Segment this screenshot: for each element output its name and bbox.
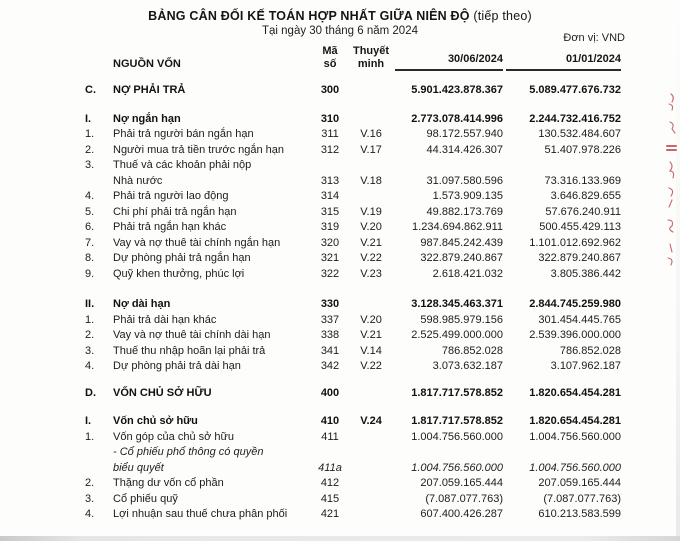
- scan-edge-shadow: [676, 0, 680, 541]
- row-num: 2.: [85, 477, 95, 489]
- row-value-prior: 3.646.829.655: [550, 190, 621, 202]
- row-value-prior: 610.213.583.599: [538, 508, 621, 520]
- row-note: V.22: [360, 252, 382, 264]
- row-code: 313: [320, 174, 340, 187]
- row-code: 320: [320, 236, 340, 249]
- page-subtitle: Tại ngày 30 tháng 6 năm 2024: [261, 25, 418, 37]
- row-note: [347, 386, 395, 402]
- row-value-prior: 73.316.133.969: [544, 174, 621, 187]
- row-note: [347, 430, 395, 446]
- row-value-prior: 500.455.429.113: [539, 221, 621, 233]
- row-num: 9.: [85, 267, 95, 280]
- row-label: biểu quyết: [113, 461, 164, 474]
- row-label: Cổ phiếu quỹ: [113, 492, 178, 505]
- row-value-current: 2.618.421.032: [432, 267, 503, 280]
- row-num: 4.: [85, 190, 95, 202]
- row-note: [347, 83, 395, 99]
- row-label: Thuế và các khoản phải nộp: [113, 159, 252, 171]
- row-note: V.20: [360, 313, 382, 326]
- row-value-prior: 2.244.732.416.752: [529, 112, 621, 125]
- table-row: [85, 189, 621, 205]
- row-note: V.21: [360, 236, 382, 249]
- row-note: V.21: [360, 329, 382, 341]
- row-value-current: 1.004.756.560.000: [411, 461, 503, 474]
- row-label: Nợ dài hạn: [113, 298, 171, 310]
- row-label: Thuế thu nhập hoãn lại phải trả: [113, 344, 266, 357]
- row-code: 319: [320, 221, 340, 233]
- row-note: V.17: [360, 143, 382, 156]
- table-row: [85, 492, 621, 508]
- row-num: 1.: [85, 430, 95, 443]
- row-label: Quỹ khen thưởng, phúc lợi: [113, 267, 245, 280]
- table-body: [85, 83, 621, 523]
- table-row: [85, 359, 621, 375]
- header-date-prior: 01/01/2024: [506, 53, 621, 71]
- row-label: NỢ PHẢI TRẢ: [113, 84, 186, 96]
- row-label: Nhà nước: [113, 174, 163, 187]
- row-label: Vay và nợ thuê tài chính ngắn hạn: [113, 236, 281, 249]
- row-value-current: 1.004.756.560.000: [411, 430, 503, 443]
- row-code: 300: [320, 84, 340, 96]
- row-num: 5.: [85, 205, 95, 218]
- header-nguon-von: NGUỒN VỐN: [113, 58, 181, 70]
- row-code: 322: [320, 267, 340, 280]
- row-note: V.14: [360, 344, 382, 357]
- row-value-prior: 207.059.165.444: [538, 477, 621, 489]
- row-label: Phải trả ngắn hạn khác: [113, 221, 227, 233]
- row-value-prior: 322.879.240.867: [538, 252, 621, 264]
- row-num: I.: [85, 415, 92, 427]
- row-value-current: 1.573.909.135: [432, 190, 503, 202]
- row-note: V.16: [360, 128, 382, 140]
- row-label: Phải trả người lao động: [113, 190, 229, 202]
- row-value-prior: (7.087.077.763): [543, 492, 621, 505]
- row-note: [347, 189, 395, 205]
- row-label: Vay và nợ thuê tài chính dài hạn: [113, 329, 271, 341]
- row-num: 6.: [85, 221, 95, 233]
- table-row: [85, 386, 621, 402]
- row-note: [347, 158, 395, 174]
- row-value-current: 44.314.426.307: [426, 143, 503, 156]
- row-value-current: 598.985.979.156: [420, 313, 503, 326]
- row-code: 421: [320, 508, 340, 520]
- row-code: [313, 158, 347, 174]
- row-label: Thặng dư vốn cổ phần: [113, 477, 224, 489]
- row-num: [85, 461, 113, 477]
- table-row: [85, 328, 621, 344]
- row-code: 341: [320, 344, 340, 357]
- table-row: [85, 127, 621, 143]
- row-value-current: (7.087.077.763): [425, 492, 503, 505]
- row-code: 315: [320, 205, 340, 218]
- row-label: Phải trả người bán ngắn hạn: [113, 128, 254, 140]
- row-code: 410: [320, 415, 340, 427]
- table-column-headers: [85, 45, 621, 71]
- table-row: [85, 251, 621, 267]
- row-label: VỐN CHỦ SỞ HỮU: [113, 386, 212, 399]
- row-note: [347, 507, 395, 523]
- row-num: 4.: [85, 360, 95, 372]
- row-note: [347, 297, 395, 313]
- table-row: [85, 344, 621, 360]
- row-num: II.: [85, 298, 95, 310]
- row-value-prior: 130.532.484.607: [538, 128, 621, 140]
- row-code: 411a: [318, 461, 342, 474]
- row-note: V.23: [360, 267, 382, 280]
- table-row: [85, 174, 621, 190]
- row-value-prior: [503, 445, 621, 461]
- row-code: 342: [320, 360, 340, 372]
- row-value-prior: 1.101.012.692.962: [529, 236, 621, 249]
- row-value-prior: 1.004.756.560.000: [529, 430, 621, 443]
- row-label: Người mua trả tiền trước ngắn hạn: [113, 143, 285, 156]
- table-row: [85, 236, 621, 252]
- row-code: 412: [320, 477, 340, 489]
- header-date-current: 30/06/2024: [395, 53, 503, 71]
- row-value-current: 607.400.426.287: [420, 508, 503, 520]
- row-num: C.: [85, 84, 96, 96]
- table-row: [85, 461, 621, 477]
- table-row: [85, 220, 621, 236]
- table-row: [85, 158, 621, 174]
- row-num: 7.: [85, 236, 95, 249]
- currency-unit-label: Đơn vị: VND: [563, 32, 625, 44]
- row-value-prior: 1.820.654.454.281: [529, 415, 621, 427]
- row-code: 337: [320, 313, 340, 326]
- row-code: 312: [320, 143, 340, 156]
- row-value-current: 1.817.717.578.852: [411, 415, 503, 427]
- row-code: 310: [320, 112, 340, 125]
- row-value-current: 207.059.165.444: [420, 477, 503, 489]
- row-value-current: 786.852.028: [441, 344, 503, 357]
- table-row: [85, 205, 621, 221]
- header-thuyet-minh: Thuyết minh: [352, 45, 390, 70]
- row-value-prior: 3.805.386.442: [550, 267, 621, 280]
- row-num: 1.: [85, 128, 95, 140]
- row-num: 2.: [85, 329, 95, 341]
- row-value-prior: 51.407.978.226: [544, 143, 621, 156]
- row-code: 400: [320, 386, 340, 399]
- row-num: 1.: [85, 313, 95, 326]
- row-value-prior: 1.004.756.560.000: [529, 461, 621, 474]
- row-num: D.: [85, 386, 96, 399]
- row-value-current: 1.234.694.862.911: [412, 221, 503, 233]
- row-value-current: 31.097.580.596: [426, 174, 503, 187]
- row-label: Vốn chủ sở hữu: [113, 415, 198, 427]
- row-code: 311: [321, 128, 339, 140]
- row-num: 3.: [85, 344, 95, 357]
- table-row: [85, 445, 621, 461]
- row-code: 338: [320, 329, 340, 341]
- row-value-prior: 301.454.445.765: [538, 313, 621, 326]
- row-note: [347, 112, 395, 128]
- scan-bottom-edge: [0, 536, 680, 541]
- row-label: Dự phòng phải trả ngắn hạn: [113, 252, 251, 264]
- row-value-current: 1.817.717.578.852: [411, 386, 503, 399]
- row-value-prior: 1.820.654.454.281: [529, 386, 621, 399]
- table-row: [85, 83, 621, 99]
- row-num: 4.: [85, 508, 95, 520]
- header-ma-so: Mã số: [322, 45, 338, 70]
- table-row: [85, 112, 621, 128]
- row-value-prior: 2.539.396.000.000: [529, 329, 621, 341]
- row-value-current: 322.879.240.867: [420, 252, 503, 264]
- row-label: Lợi nhuận sau thuế chưa phân phối: [113, 508, 288, 520]
- row-value-current: 3.073.632.187: [432, 360, 503, 372]
- row-value-prior: 786.852.028: [559, 344, 621, 357]
- row-value-prior: 57.676.240.911: [545, 205, 621, 218]
- row-value-current: 2.773.078.414.996: [411, 112, 503, 125]
- table-row: [85, 414, 621, 430]
- row-note: V.19: [360, 205, 382, 218]
- row-value-current: 3.128.345.463.371: [411, 298, 503, 310]
- row-value-current: 987.845.242.439: [420, 236, 503, 249]
- row-value-prior: 3.107.962.187: [550, 360, 621, 372]
- row-value-current: [395, 445, 503, 461]
- row-value-current: 98.172.557.940: [426, 128, 503, 140]
- page-title: [0, 9, 680, 23]
- page-title-suffix: (tiếp theo): [469, 9, 532, 23]
- row-value-prior: [503, 158, 621, 174]
- table-row: [85, 143, 621, 159]
- row-label: Chi phí phải trả ngắn hạn: [113, 205, 237, 218]
- row-code: 411: [321, 430, 339, 443]
- row-num: 2.: [85, 143, 95, 156]
- row-num: [85, 174, 113, 190]
- row-note: [347, 492, 395, 508]
- row-value-prior: 2.844.745.259.980: [529, 298, 621, 310]
- row-label: Dự phòng phải trả dài hạn: [113, 360, 241, 372]
- row-value-current: [395, 158, 503, 174]
- row-label: - Cổ phiếu phổ thông có quyền: [113, 446, 264, 458]
- row-note: [347, 445, 395, 461]
- row-note: V.20: [360, 221, 382, 233]
- row-value-prior: 5.089.477.676.732: [529, 84, 621, 96]
- page-title-main: BẢNG CÂN ĐỐI KẾ TOÁN HỢP NHẤT GIỮA NIÊN ĐỘ: [148, 9, 470, 23]
- row-num: I.: [85, 112, 92, 125]
- table-row: [85, 297, 621, 313]
- row-num: 8.: [85, 252, 95, 264]
- row-code: 415: [320, 492, 340, 505]
- table-row: [85, 267, 621, 283]
- row-label: Vốn góp của chủ sở hữu: [113, 430, 234, 443]
- row-num: 3.: [85, 159, 95, 171]
- row-code: 330: [320, 298, 340, 310]
- row-note: [347, 476, 395, 492]
- row-num: 3.: [85, 492, 95, 505]
- row-label: Nợ ngắn hạn: [113, 112, 181, 125]
- row-value-current: 5.901.423.878.367: [411, 84, 503, 96]
- row-code: 321: [320, 252, 340, 264]
- row-note: V.24: [360, 415, 382, 427]
- row-note: V.22: [360, 360, 382, 372]
- row-note: [347, 461, 395, 477]
- row-value-current: 2.525.499.000.000: [411, 329, 503, 341]
- row-label: Phải trả dài hạn khác: [113, 313, 217, 326]
- table-row: [85, 507, 621, 523]
- row-code: [313, 445, 347, 461]
- table-row: [85, 476, 621, 492]
- row-code: 314: [320, 190, 340, 202]
- row-num: [85, 445, 113, 461]
- table-row: [85, 430, 621, 446]
- table-row: [85, 313, 621, 329]
- row-note: V.18: [360, 174, 382, 187]
- row-value-current: 49.882.173.769: [426, 205, 503, 218]
